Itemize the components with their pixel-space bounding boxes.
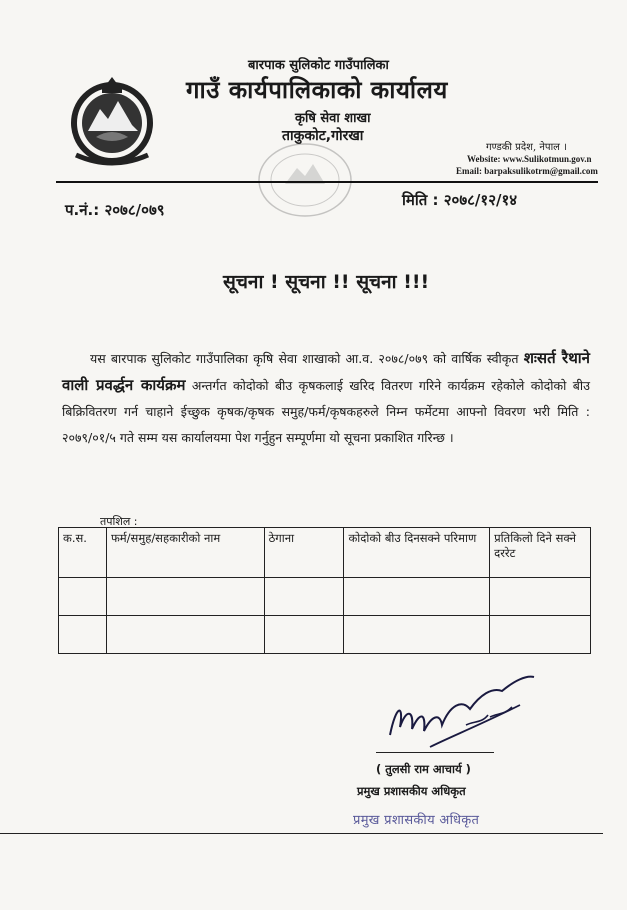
application-table xyxy=(58,527,591,654)
col-serial: क.स. xyxy=(59,528,107,578)
office-seal-mark xyxy=(255,140,355,220)
col-rate: प्रतिकिलो दिने सक्ने दररेट xyxy=(490,528,591,578)
table-cell xyxy=(264,616,344,654)
municipality-name: बारपाक सुलिकोट गाउँपालिका xyxy=(248,58,389,73)
program-name: शःसर्त रैथाने वाली प्रवर्द्धन कार्यक्रम xyxy=(62,349,590,394)
province-text: गण्डकी प्रदेश, नेपाल । xyxy=(486,142,567,153)
email-text: Email: barpaksulikotrm@gmail.com xyxy=(456,166,598,176)
website-text: Website: www.Sulikotmun.gov.n xyxy=(467,154,592,164)
signature-line xyxy=(376,752,494,753)
notice-title: सूचना ! सूचना !! सूचना !!! xyxy=(223,271,430,293)
signer-name: ( तुलसी राम आचार्य ) xyxy=(376,762,471,776)
table-row xyxy=(59,616,591,654)
handwritten-signature xyxy=(370,665,540,755)
table-row xyxy=(59,578,591,616)
table-cell xyxy=(344,578,490,616)
document-date: मिति : २०७८/१२/१४ xyxy=(402,191,518,209)
table-cell xyxy=(59,578,107,616)
table-header-row xyxy=(59,528,591,578)
notice-body-part1: यस बारपाक सुलिकोट गाउँपालिका कृषि सेवा शाखाको आ.व. २०७८/०७९ को वार्षिक स्वीकृत xyxy=(90,351,519,366)
table-cell xyxy=(264,578,344,616)
office-name: गाउँ कार्यपालिकाको कार्यालय xyxy=(186,76,448,104)
footer-divider xyxy=(0,833,603,834)
col-address: ठेगाना xyxy=(264,528,344,578)
section-name: कृषि सेवा शाखा xyxy=(295,111,371,126)
table-cell xyxy=(106,616,264,654)
nepal-government-emblem xyxy=(66,75,158,167)
table-cell xyxy=(59,616,107,654)
table-cell xyxy=(106,578,264,616)
col-quantity: कोदोको बीउ दिनसक्ने परिमाण xyxy=(344,528,490,578)
header-divider xyxy=(56,181,598,183)
signer-designation: प्रमुख प्रशासकीय अधिकृत xyxy=(357,784,466,798)
notice-body xyxy=(62,345,590,451)
details-label: तपशिल : xyxy=(100,515,138,528)
col-firm-name: फर्म/समुह/सहकारीको नाम xyxy=(106,528,264,578)
table-cell xyxy=(490,578,591,616)
designation-stamp: प्रमुख प्रशासकीय अधिकृत xyxy=(353,813,480,828)
office-address: ताकुकोट,गोरखा xyxy=(282,128,364,144)
table-cell xyxy=(490,616,591,654)
table-cell xyxy=(344,616,490,654)
notice-body-part2: अन्तर्गत कोदोको बीउ कृषकलाई खरिद वितरण गरिने कार्यक्रम रहेकोले कोदोको बीउ बिक्रिवितरण गर्न चाहाने ईच्छुक कृषक/कृषक समुह/फर्म/कृषकहरुले निम्न फर्मेटमा आफ्नो विवरण भरी मिति : २०७९/०१/५ गते सम्म यस कार्यालयमा पेश गर्नुहुन सम्पूर्णमा यो सूचना प्रकाशित गरिन्छ । xyxy=(62,378,590,445)
reference-number: प.नं.: २०७८/०७९ xyxy=(65,201,165,219)
